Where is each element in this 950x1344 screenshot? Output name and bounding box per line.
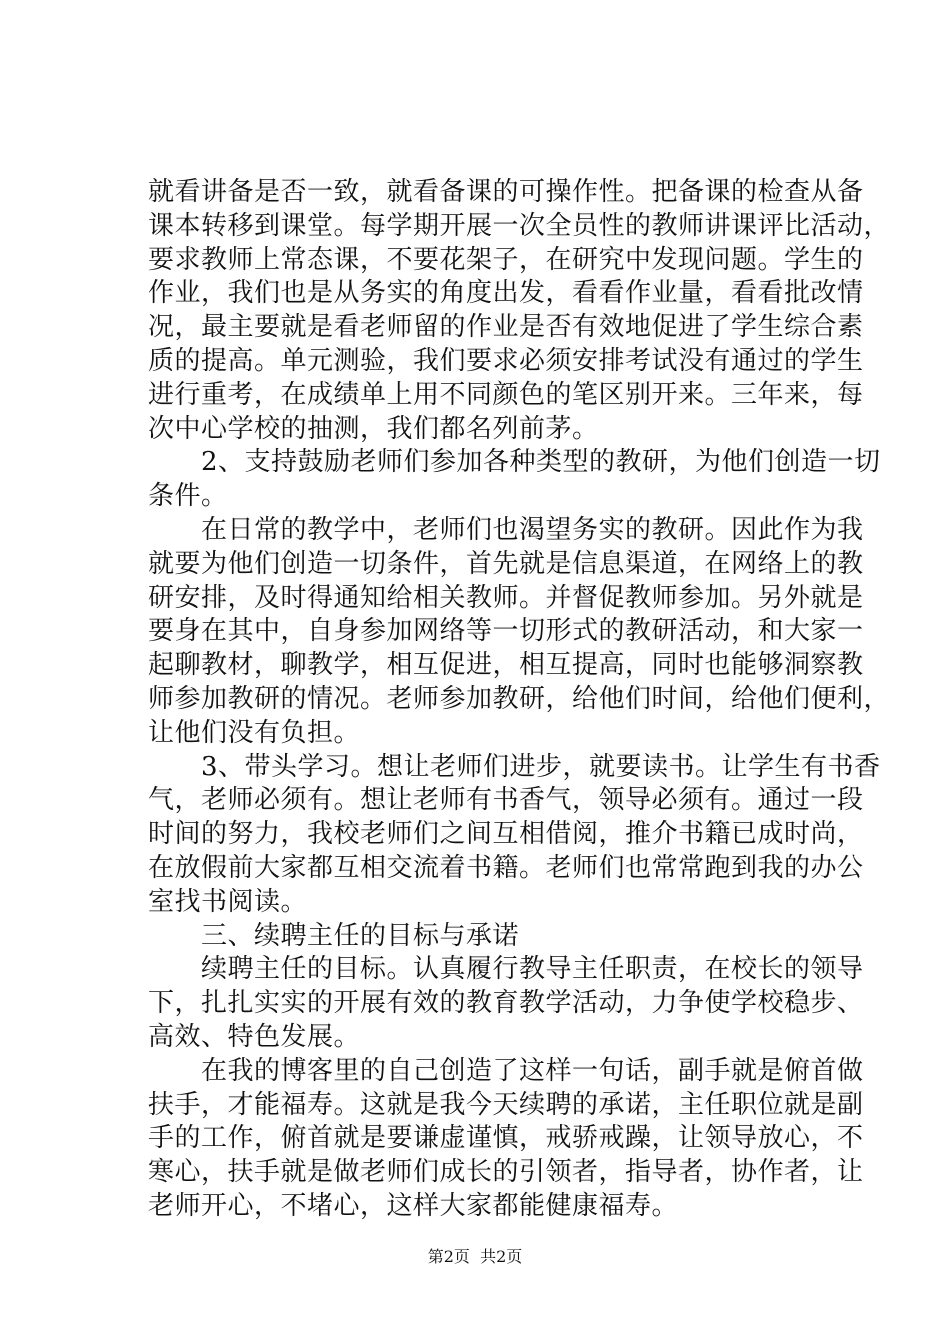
text-line: 研安排，及时得通知给相关教师。并督促教师参加。另外就是	[148, 582, 864, 613]
text-line: 气，老师必须有。想让老师有书香气，领导必须有。通过一段	[148, 785, 864, 816]
text-line: 次中心学校的抽测，我们都名列前茅。	[148, 413, 599, 444]
text-line: 在我的博客里的自己创造了这样一句话，副手就是俯首做	[148, 1055, 864, 1086]
text-line: 下，扎扎实实的开展有效的教育教学活动，力争使学校稳步、	[148, 988, 864, 1019]
text-line: 续聘主任的目标。认真履行教导主任职责，在校长的领导	[148, 954, 864, 985]
text-line: 进行重考，在成绩单上用不同颜色的笔区别开来。三年来，每	[148, 379, 864, 410]
page-number-label: 第2页 共2页	[427, 1247, 523, 1266]
text-line: 扶手，才能福寿。这就是我今天续聘的承诺，主任职位就是副	[148, 1089, 864, 1120]
text-line: 时间的努力，我校老师们之间互相借阅，推介书籍已成时尚，	[148, 819, 864, 850]
text-line: 老师开心，不堵心，这样大家都能健康福寿。	[148, 1190, 679, 1221]
text-line: 要身在其中，自身参加网络等一切形式的教研活动，和大家一	[148, 616, 864, 647]
text-line: 3、带头学习。想让老师们进步，就要读书。让学生有书香	[148, 751, 881, 782]
text-line: 课本转移到课堂。每学期开展一次全员性的教师讲课评比活动，	[148, 210, 891, 241]
document-body	[148, 176, 891, 1224]
text-line: 在日常的教学中，老师们也渴望务实的教研。因此作为我	[148, 514, 864, 545]
section-heading: 三、续聘主任的目标与承诺	[148, 920, 520, 951]
text-line: 手的工作，俯首就是要谦虚谨慎，戒骄戒躁，让领导放心，不	[148, 1123, 864, 1154]
text-line: 寒心，扶手就是做老师们成长的引领者，指导者，协作者，让	[148, 1157, 864, 1188]
text-line: 作业，我们也是从务实的角度出发，看看作业量，看看批改情	[148, 278, 864, 309]
text-line: 就看讲备是否一致，就看备课的可操作性。把备课的检查从备	[148, 177, 864, 207]
text-line: 条件。	[148, 481, 228, 512]
text-line: 要求教师上常态课，不要花架子，在研究中发现问题。学生的	[148, 244, 864, 275]
text-line: 在放假前大家都互相交流着书籍。老师们也常常跑到我的办公	[148, 852, 864, 883]
page-footer	[0, 1247, 950, 1267]
text-line: 室找书阅读。	[148, 886, 308, 917]
text-line: 让他们没有负担。	[148, 717, 361, 748]
text-line: 2、支持鼓励老师们参加各种类型的教研，为他们创造一切	[148, 447, 881, 478]
text-line: 起聊教材，聊教学，相互促进，相互提高，同时也能够洞察教	[148, 650, 864, 681]
text-line: 就要为他们创造一切条件，首先就是信息渠道，在网络上的教	[148, 548, 864, 579]
text-line: 师参加教研的情况。老师参加教研，给他们时间，给他们便利，	[148, 683, 891, 714]
text-line: 况，最主要就是看老师留的作业是否有效地促进了学生综合素	[148, 312, 864, 343]
text-line: 质的提高。单元测验，我们要求必须安排考试没有通过的学生	[148, 345, 864, 376]
text-line: 高效、特色发展。	[148, 1021, 361, 1052]
